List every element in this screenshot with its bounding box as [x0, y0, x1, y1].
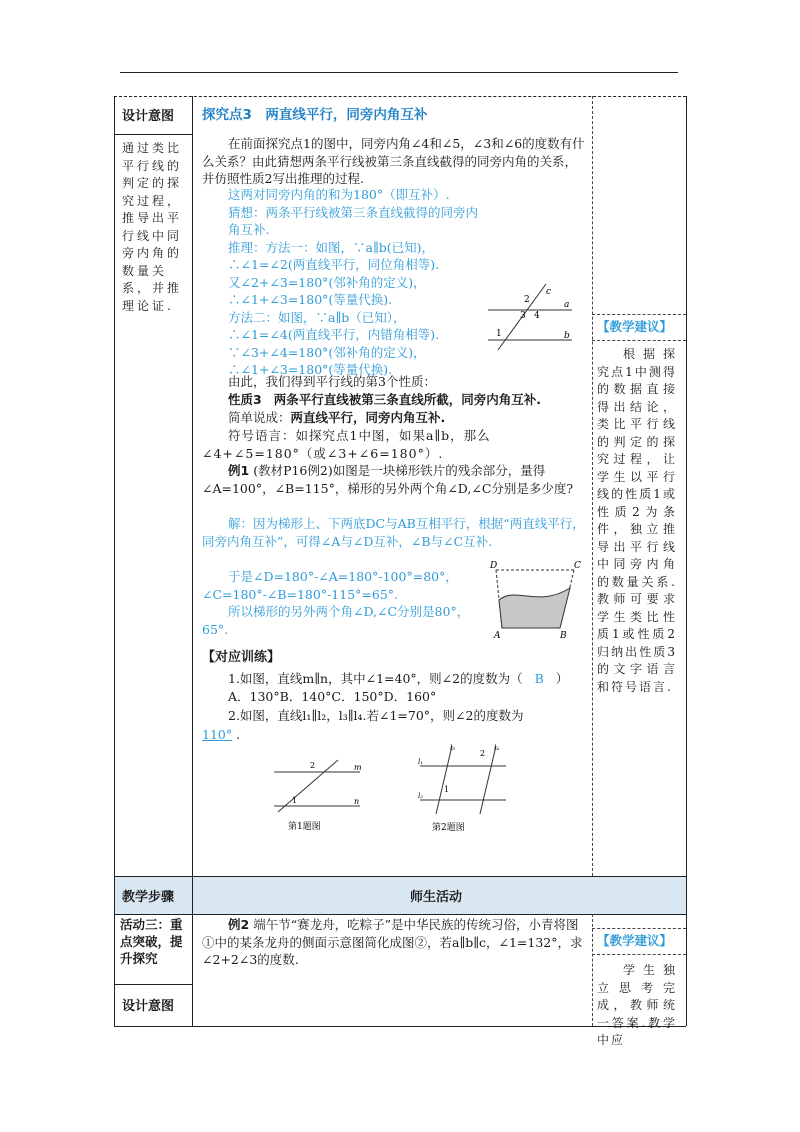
trapezoid-figure — [486, 556, 584, 644]
svg-text:b: b — [564, 331, 570, 341]
header-rule — [120, 72, 678, 73]
design-intent-header: 设计意图 — [122, 109, 175, 124]
figure-q1 — [270, 752, 370, 834]
example-solution-1: 解：因为梯形上、下两底DC与AB互相平行，根据“两直线平行，同旁内角互补”，可得∠A与∠D互补，∠B与∠C互补. — [202, 516, 585, 549]
svg-text:l₄: l₄ — [494, 744, 500, 752]
q2-answer: 110° — [202, 727, 233, 742]
svg-text:3: 3 — [520, 311, 526, 321]
svg-text:2: 2 — [480, 749, 486, 758]
svg-text:l₁: l₁ — [418, 758, 424, 766]
question-2: 2.如图，直线l₁∥l₂，l₃∥l₄.若∠1=70°，则∠2的度数为 — [228, 708, 524, 723]
example-solution-3: ∠C=180°-∠B=180°-115°=65°. — [202, 587, 399, 602]
q2-end: . — [236, 727, 241, 742]
solution-line: ∴∠1=∠4(两直线平行，内错角相等). — [228, 327, 440, 342]
svg-text:2: 2 — [524, 295, 530, 305]
example-text: (教材P16例2)如图是一块梯形铁片的残余部分，量得∠A=100°，∠B=115°，梯形的另外两个角∠D,∠C分别是多少度? — [202, 463, 574, 496]
short-label: 简单说成： — [228, 410, 291, 425]
teacher-student-activity-label: 师生活动 — [410, 890, 463, 905]
section-band — [114, 876, 686, 914]
teaching-suggestion-title: 【教学建议】 — [597, 319, 673, 334]
short-text: 两直线平行，同旁内角互补. — [290, 410, 446, 425]
svg-text:2: 2 — [310, 761, 316, 770]
teaching-suggestion-text-2: 学生独立思考完成，教师统一答案.教学中应 — [597, 963, 677, 1047]
example2-label: 例2 — [228, 917, 250, 932]
example-solution-2: 于是∠D=180°-∠A=180°-100°=80°， — [228, 569, 458, 584]
svg-text:C: C — [574, 561, 581, 571]
intro-paragraph: 在前面探究点1的图中，同旁内角∠4和∠5，∠3和∠6的度数有什么关系？由此猜想两条平行线被第三条直线截得的同旁内角的关系，并仿照性质2写出推理的过程. — [202, 136, 585, 186]
design-intent-note: 通过类比平行线的判定的探究过程，推导出平行线中同旁内角的数量关系，并推理论证. — [122, 141, 183, 313]
short-line — [202, 409, 586, 427]
svg-text:l₃: l₃ — [450, 744, 456, 752]
q1-options: A．130°B．140°C．150°D．160° — [228, 689, 437, 704]
svg-text:B: B — [560, 631, 567, 641]
example-label: 例1 — [228, 463, 250, 478]
example-solution-4: 所以梯形的另外两个角∠D,∠C分别是80°，65°. — [202, 604, 470, 637]
conclusion-line: 由此，我们得到平行线的第3个性质： — [228, 374, 436, 389]
question-1 — [228, 670, 588, 688]
q1-close: ） — [555, 671, 569, 686]
svg-text:1: 1 — [496, 329, 502, 339]
activity-label: 活动三：重点突破，提升探究 — [120, 917, 183, 966]
solution-line: ∴∠1+∠3=180°(等量代换). — [228, 362, 393, 377]
svg-text:D: D — [490, 561, 498, 571]
svg-text:a: a — [564, 300, 570, 310]
property-line — [202, 391, 586, 409]
solution-line: 这两对同旁内角的和为180°（即互补）. — [228, 187, 450, 202]
example-1 — [202, 462, 586, 497]
example2-text: 端午节“赛龙舟，吃粽子”是中华民族的传统习俗，小青将图①中的某条龙舟的侧面示意图简化成图②，若a∥b∥c，∠1=132°，求∠2+2∠3的度数. — [202, 917, 583, 967]
solution-line: 方法二：如图，∵a∥b（已知）， — [228, 309, 406, 325]
teaching-steps-label: 教学步骤 — [122, 890, 175, 905]
svg-text:A: A — [494, 631, 501, 641]
example-2 — [202, 916, 586, 969]
svg-text:1: 1 — [292, 796, 298, 805]
svg-text:m: m — [354, 763, 362, 772]
property-label: 性质3 — [228, 392, 262, 407]
q2-answer-line — [202, 726, 586, 744]
property-text: 两条平行直线被第三条直线所截，同旁内角互补. — [273, 392, 541, 407]
solution-line: ∵∠3+∠4=180°(邻补角的定义)， — [228, 344, 426, 360]
training-title: 【对应训练】 — [202, 650, 281, 665]
svg-text:c: c — [546, 287, 552, 297]
svg-text:1: 1 — [444, 785, 450, 794]
solution-line: ∴∠1=∠2(两直线平行，同位角相等). — [228, 257, 440, 272]
svg-text:n: n — [354, 797, 360, 806]
solution-line: 猜想：两条平行线被第三条直线截得的同旁内角互补. — [228, 204, 479, 237]
svg-text:4: 4 — [534, 311, 540, 321]
section-title: 探究点3 两直线平行，同旁内角互补 — [202, 107, 428, 123]
q1-text: 1.如图，直线m∥n，其中∠1=40°，则∠2的度数为（ — [228, 671, 523, 686]
design-intent-header-2: 设计意图 — [122, 999, 175, 1014]
figure-q2 — [414, 742, 514, 836]
fig1-caption: 第1题图 — [288, 822, 321, 832]
fig2-caption: 第2题图 — [432, 823, 465, 833]
q1-answer: B — [534, 671, 544, 686]
solution-line: 推理：方法一：如图，∵a∥b(已知)， — [228, 239, 434, 255]
symbol-language: 符号语言：如探究点1中图，如果a∥b，那么∠4+∠5=180°（或∠3+∠6=180°）. — [202, 428, 491, 461]
teaching-suggestion-title-2: 【教学建议】 — [597, 933, 673, 948]
solution-line: ∴∠1+∠3=180°(等量代换). — [228, 292, 393, 307]
parallel-lines-figure — [480, 282, 580, 352]
teaching-suggestion-text: 根据探究点1中测得的数据直接得出结论，类比平行线的判定的探究过程，让学生以平行线的性质1或性质2为条件，独立推导出平行线中同旁内角的数量关系.教师可要求学生类比性质1或性质2归纳出性质3的文字语言和符号语言. — [597, 347, 677, 694]
solution-block — [228, 186, 488, 379]
solution-line: 又∠2+∠3=180°(邻补角的定义)， — [228, 274, 426, 290]
svg-text:l₂: l₂ — [418, 792, 424, 800]
